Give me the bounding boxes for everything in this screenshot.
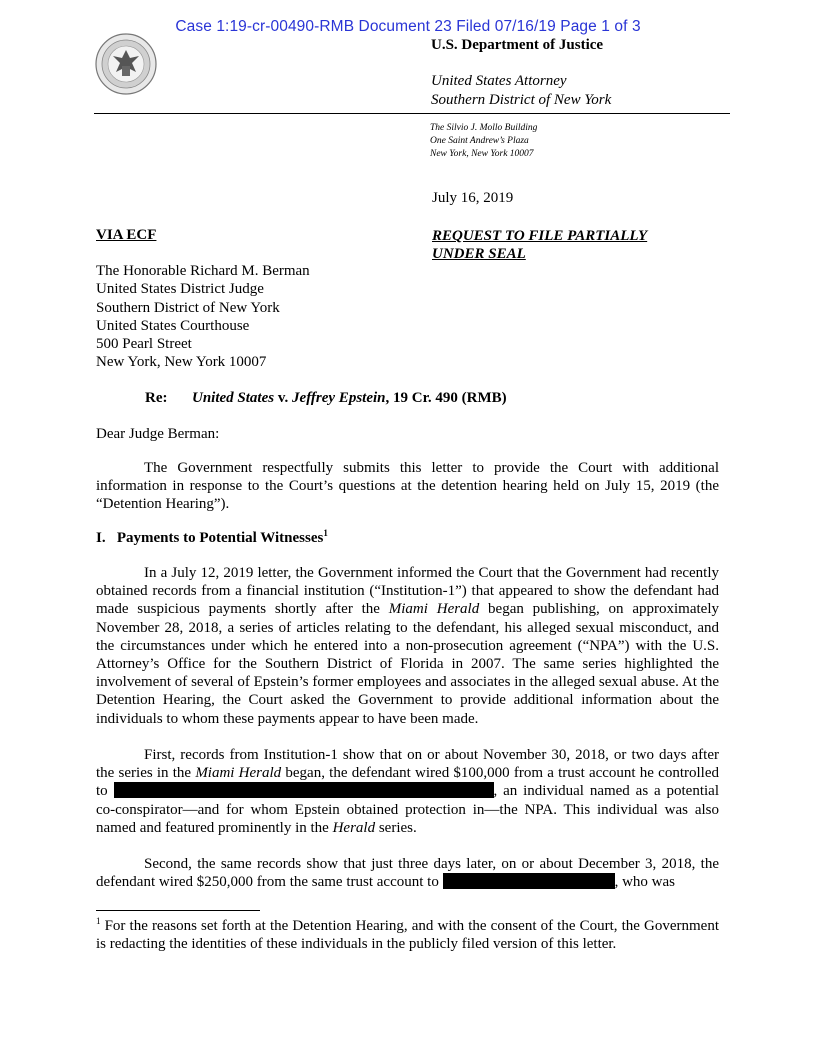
seal-request-line: REQUEST TO FILE PARTIALLY [432,228,648,244]
paragraph-text: began publishing, on approximately November 28, 2018, a series of articles relating to the defendant, his alleged sexual misconduct, and the circumstances under which he entered into a non-prosecution agreement (“NPA”) with the U.S. Attorney’s Office for the Southern District of Florida in 2007. The same series highlighted the involvement of several of Epstein’s former employees and associates in the alleged sexual abuse. At the Detention Hearing, the Court asked the Government to provide additional information about the individuals to whom these payments appear to have been made. [96,601,719,727]
paragraph-text: series. [375,819,417,836]
versus: v. [274,390,293,406]
paragraph-text: , an individual named as a potential co-conspirator—and for whom Epstein obtained protection in—the NPA. This individual was also named and featured prominently in the [96,783,720,836]
footnote-number: 1 [96,916,101,926]
seal-request [432,227,647,263]
paragraph-text: First, records from Institution-1 show that on or about November 30, 2018, or two days after the series in the [96,747,719,782]
recipient-address [96,262,310,372]
party-name: United States [192,390,275,406]
section-heading [96,530,328,547]
office-district: Southern District of New York [431,92,612,108]
recipient-line: 500 Pearl Street [96,336,192,353]
footnote-text: For the reasons set forth at the Detention Hearing, and with the consent of the Court, the Government is redacting the identities of these individuals in the publicly filed version of this letter. [96,918,719,953]
publication-name: Miami Herald [195,765,282,782]
paragraph-text: In a July 12, 2019 letter, the Government informed the Court that the Government had recently obtained records from a financial institution (“Institution-1”) that appeared to show the defendant had made suspicious payments shortly after the [96,565,719,618]
paragraph-text: began, the defendant wired $100,000 from a trust account he controlled to [96,765,719,800]
footnote-divider [96,910,260,911]
salutation: Dear Judge Berman: [96,426,220,442]
delivery-method: VIA ECF [96,227,157,243]
paragraph: The Government respectfully submits this letter to provide the Court with additional information in response to the Court’s questions at the detention hearing held on July 15, 2019 (the “Detention Hearing”). [96,460,719,513]
redaction-block [443,873,615,889]
office-address-line: New York, New York 10007 [430,149,534,159]
department-name: U.S. Department of Justice [431,37,604,53]
office-address-line: One Saint Andrew’s Plaza [430,136,529,146]
office-title: United States Attorney [431,73,567,89]
case-caption [192,390,507,407]
publication-name: Herald [332,819,376,836]
publication-name: Miami Herald [388,601,480,618]
redaction-block [114,782,494,798]
recipient-line: Southern District of New York [96,299,280,316]
paragraph-text: , who was [614,874,675,891]
paragraph-text: Second, the same records show that just three days later, on or about December 3, 2018, the defendant wired $250,000 from the same trust account to [96,856,719,891]
footnote [96,917,719,953]
recipient-line: United States District Judge [96,281,264,298]
recipient-line: New York, New York 10007 [96,354,267,371]
recipient-line: The Honorable Richard M. Berman [96,263,310,279]
office-address-line: The Silvio J. Mollo Building [430,123,538,133]
paragraph [96,746,719,837]
re-label: Re: [145,390,168,406]
footnote-reference: 1 [323,528,328,538]
letterhead-divider [94,113,730,114]
paragraph [96,564,719,728]
seal-request-line: UNDER SEAL [432,246,526,262]
recipient-line: United States Courthouse [96,317,250,334]
doj-seal-icon [95,33,157,95]
ecf-header-stamp: Case 1:19-cr-00490-RMB Document 23 Filed 07/16/19 Page 1 of 3 [175,18,641,35]
letter-date: July 16, 2019 [432,190,514,206]
paragraph [96,855,719,891]
party-name: Jeffrey Epstein [292,390,386,406]
case-number: , 19 Cr. 490 (RMB) [385,390,507,406]
section-heading-text: I. Payments to Potential Witnesses [96,530,324,546]
